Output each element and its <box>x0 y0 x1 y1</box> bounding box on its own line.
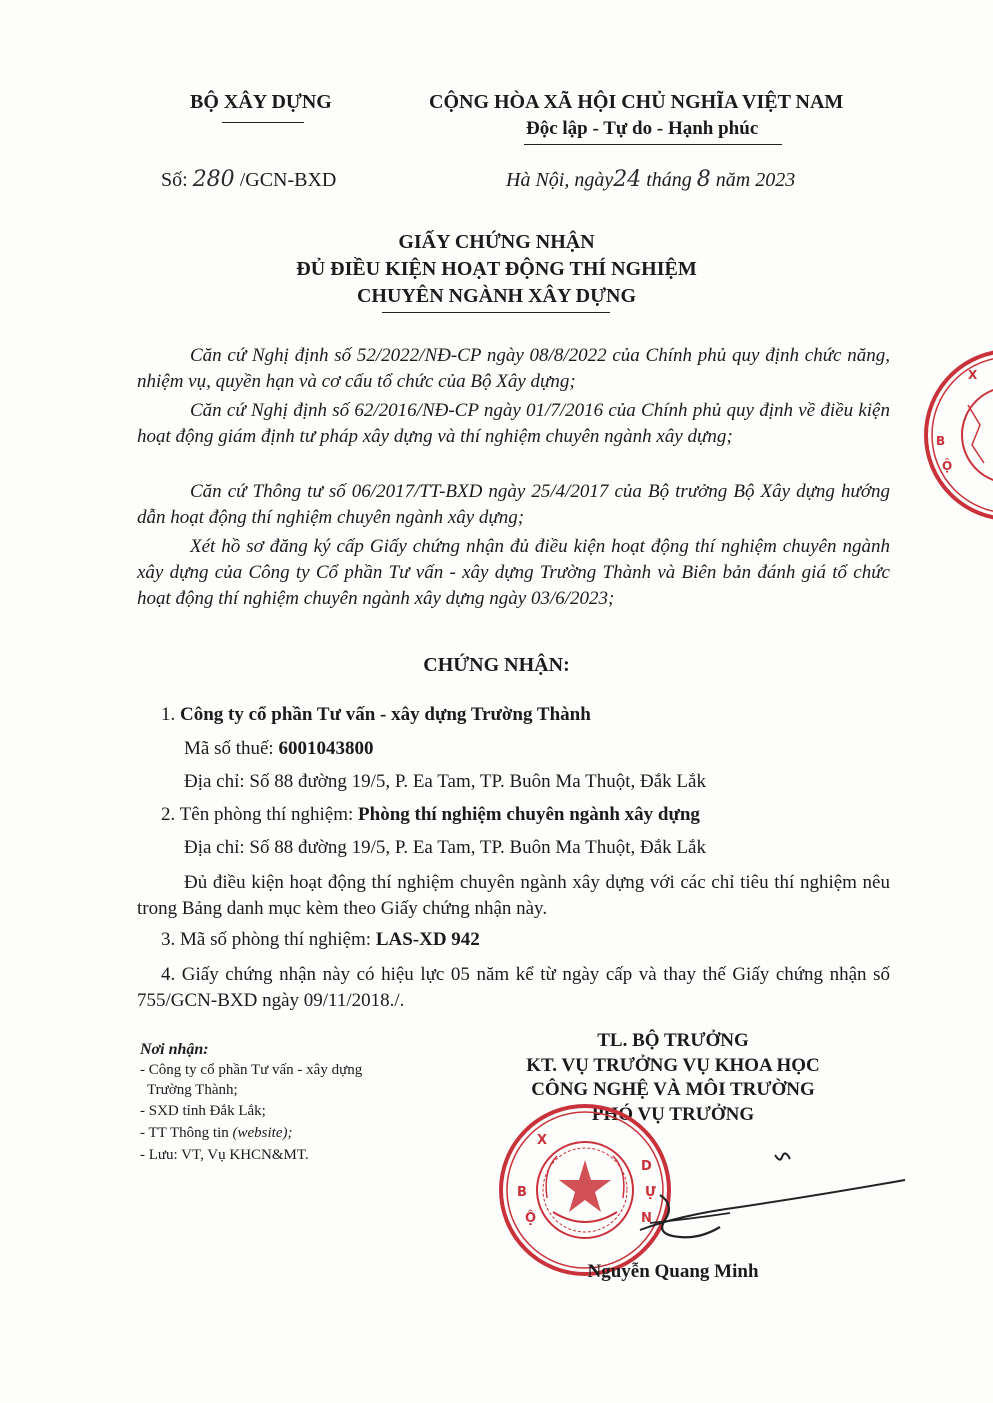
title-line-3: CHUYÊN NGÀNH XÂY DỰNG <box>356 285 637 307</box>
recipient-item: - Lưu: VT, Vụ KHCN&MT. <box>140 1147 309 1163</box>
svg-text:X: X <box>537 1133 548 1148</box>
company-address: Địa chỉ: Số 88 đường 19/5, P. Ea Tam, TP. Buôn Ma Thuột, Đắk Lắk <box>184 771 706 792</box>
national-motto: Độc lập - Tự do - Hạnh phúc <box>526 118 759 139</box>
tax-code-line <box>184 738 373 760</box>
svg-text:D: D <box>641 1159 652 1174</box>
svg-text:Ự: Ự <box>645 1185 656 1200</box>
signature-title-4: PHÓ VỤ TRƯỞNG <box>591 1104 755 1125</box>
svg-text:B: B <box>517 1185 527 1200</box>
preamble-paragraph: Căn cứ Thông tư số 06/2017/TT-BXD ngày 25/4/2017 của Bộ trưởng Bộ Xây dựng hướng dẫn hoạt động thí nghiệm chuyên ngành xây dựng; <box>137 481 890 528</box>
tax-code: 6001043800 <box>278 738 374 759</box>
signature-title-2: KT. VỤ TRƯỞNG VỤ KHOA HỌC <box>526 1055 820 1076</box>
lab-name-label: Tên phòng thí nghiệm: <box>179 804 354 825</box>
item-number: 3. <box>161 929 176 950</box>
recipient-item: - SXD tỉnh Đắk Lắk; <box>140 1103 266 1119</box>
lab-code-line <box>161 929 480 951</box>
preamble-paragraph: Căn cứ Nghị định số 52/2022/NĐ-CP ngày 08/8/2022 của Chính phủ quy định chức năng, nhiệm vụ, quyền hạn và cơ cấu tổ chức của Bộ Xây dựng; <box>137 345 890 392</box>
title-line-2: ĐỦ ĐIỀU KIỆN HOẠT ĐỘNG THÍ NGHIỆM <box>296 258 697 280</box>
ministry-underline <box>222 122 304 123</box>
lab-name: Phòng thí nghiệm chuyên ngành xây dựng <box>358 804 700 825</box>
qualification-paragraph: Đủ điều kiện hoạt động thí nghiệm chuyên ngành xây dựng với các chỉ tiêu thí nghiệm nêu trong Bảng danh mục kèm theo Giấy chứng nhận này. <box>137 872 890 919</box>
date-month-label: tháng <box>646 169 692 191</box>
date-month: 8 <box>696 167 711 192</box>
validity-paragraph: 4. Giấy chứng nhận này có hiệu lực 05 năm kể từ ngày cấp và thay thế Giấy chứng nhận số 755/GCN-BXD ngày 09/11/2018./. <box>137 964 890 1011</box>
item-number: 1. <box>161 704 176 725</box>
title-underline <box>382 312 610 313</box>
svg-text:B: B <box>936 434 946 448</box>
recipient-website: (website); <box>232 1125 293 1141</box>
recipient-text: - TT Thông tin <box>140 1125 233 1141</box>
signer-name: Nguyễn Quang Minh <box>587 1261 759 1282</box>
title-line-1: GIẤY CHỨNG NHẬN <box>398 231 595 253</box>
signature-title-1: TL. BỘ TRƯỞNG <box>597 1030 749 1051</box>
lab-address: Địa chỉ: Số 88 đường 19/5, P. Ea Tam, TP. Buôn Ma Thuột, Đắk Lắk <box>184 837 706 858</box>
company-name: Công ty cổ phần Tư vấn - xây dựng Trường Thành <box>180 704 591 725</box>
country-name: CỘNG HÒA XÃ HỘI CHỦ NGHĨA VIỆT NAM <box>429 91 844 113</box>
recipient-item: - Công ty cổ phần Tư vấn - xây dựng <box>140 1062 363 1078</box>
preamble-paragraph: Căn cứ Nghị định số 62/2016/NĐ-CP ngày 01/7/2016 của Chính phủ quy định về điều kiện hoạt động giám định tư pháp xây dựng và thí nghiệm chuyên ngành xây dựng; <box>137 400 890 447</box>
lab-code: LAS-XD 942 <box>375 929 480 950</box>
signature-title-3: CÔNG NGHỆ VÀ MÔI TRƯỜNG <box>531 1079 815 1100</box>
svg-text:Ộ: Ộ <box>525 1211 537 1226</box>
certify-heading: CHỨNG NHẬN: <box>423 654 570 676</box>
date-prefix: Hà Nội, ngày <box>506 169 614 191</box>
document-number <box>161 167 336 192</box>
item-number: 2. <box>161 804 176 825</box>
date-year: năm 2023 <box>715 169 796 191</box>
doc-number-handwritten: 280 <box>192 167 235 192</box>
company-line <box>161 704 591 726</box>
doc-number-prefix: Số: <box>161 169 188 191</box>
handwritten-signature-icon <box>620 1135 920 1265</box>
date-line <box>506 167 795 192</box>
svg-text:Ộ: Ộ <box>942 459 953 473</box>
date-day: 24 <box>613 167 642 192</box>
partial-seal-icon <box>920 345 993 525</box>
recipient-item: Trường Thành; <box>147 1082 238 1098</box>
recipients-title: Nơi nhận: <box>140 1041 209 1058</box>
ministry-name: BỘ XÂY DỰNG <box>190 91 332 113</box>
doc-number-suffix: /GCN-BXD <box>239 169 337 191</box>
tax-code-label: Mã số thuế: <box>184 738 274 759</box>
lab-name-line <box>161 804 700 826</box>
recipient-item <box>140 1125 293 1142</box>
lab-code-label: Mã số phòng thí nghiệm: <box>180 929 372 950</box>
svg-text:X: X <box>968 368 978 382</box>
motto-underline <box>524 144 782 145</box>
preamble-paragraph: Xét hồ sơ đăng ký cấp Giấy chứng nhận đủ điều kiện hoạt động thí nghiệm chuyên ngành xây dựng của Công ty Cổ phần Tư vấn - xây dựng Trường Thành và Biên bản đánh giá tổ chức hoạt động thí nghiệm chuyên ngành xây dựng ngày 03/6/2023; <box>137 536 890 609</box>
svg-text:N: N <box>641 1211 652 1226</box>
